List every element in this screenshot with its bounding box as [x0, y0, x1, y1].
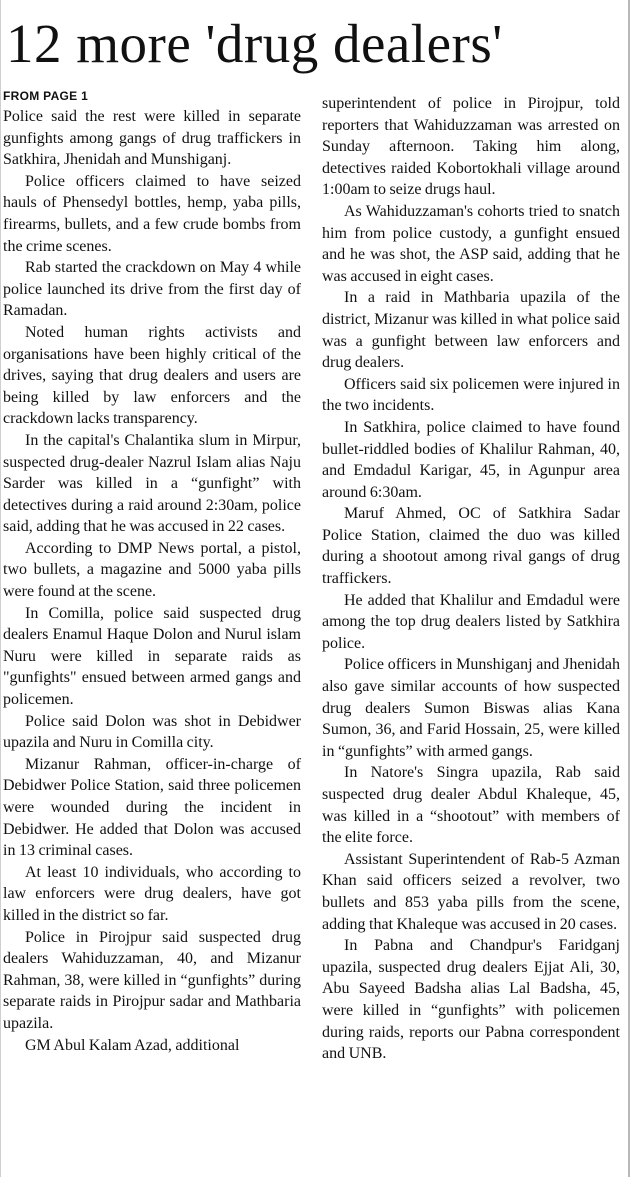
paragraph: Officers said six policemen were injured in the two incidents. — [322, 375, 620, 415]
paragraph: As Wahiduzzaman's cohorts tried to snatch him from police custody, a gunfight ensued and he was shot, the ASP said, adding that he was accused in eight cases. — [322, 202, 620, 285]
paragraph: Maruf Ahmed, OC of Satkhira Sadar Police Station, claimed the duo was killed during a shootout among rival gangs of drug traffickers. — [322, 505, 620, 588]
paragraph: Mizanur Rahman, officer-in-charge of Debidwer Police Station, said three policemen were wounded during the incident in Debidwer. He added that Dolon was accused in 13 criminal cases. — [3, 755, 301, 860]
paragraph: Police in Pirojpur said suspected drug dealers Wahiduzzaman, 40, and Mizanur Rahman, 38, were killed in “gunfights” during separate raids in Pirojpur sadar and Mathbaria upazila. — [3, 928, 301, 1032]
paragraph: In Satkhira, police claimed to have found bullet-riddled bodies of Khalilur Rahman, 40, and Emdadul Karigar, 45, in Agunpur area around 6:30am. — [322, 418, 620, 501]
paragraph: Police officers in Munshiganj and Jhenidah also gave similar accounts of how suspected drug dealers Sumon Biswas alias Kana Sumon, 36, and Farid Hossain, 25, were killed in “gunfights” with armed gangs. — [322, 656, 620, 760]
left-column — [3, 89, 301, 1056]
paragraph: In a raid in Mathbaria upazila of the district, Mizanur was killed in what police said was a gunfight between law enforcers and drug dealers. — [322, 289, 620, 372]
paragraph: In Comilla, police said suspected drug dealers Enamul Haque Dolon and Nurul islam Nuru were killed in separate raids as "gunfights" ensued between armed gangs and policemen. — [3, 604, 301, 709]
paragraph: Noted human rights activists and organisations have been highly critical of the drives, saying that drug dealers and users are being killed by law enforcers and the crackdown lacks transparency. — [3, 323, 301, 428]
paragraph: Police officers claimed to have seized hauls of Phensedyl bottles, hemp, yaba pills, firearms, bullets, and a few crude bombs from the crime scenes. — [3, 172, 301, 255]
paragraph: Police said the rest were killed in separate gunfights among gangs of drug traffickers in Satkhira, Jhenidah and Munshiganj. — [3, 108, 301, 169]
paragraph: Police said Dolon was shot in Debidwer upazila and Nuru in Comilla city. — [3, 712, 301, 752]
continuation-kicker: FROM PAGE 1 — [3, 89, 89, 103]
paragraph: According to DMP News portal, a pistol, two bullets, a magazine and 5000 yaba pills were found at the scene. — [3, 539, 301, 601]
paragraph: superintendent of police in Pirojpur, told reporters that Wahiduzzaman was arrested on Sunday afternoon. Taking him along, detectives raided Kobortokhali village around 1:00am to seize drugs haul. — [322, 95, 620, 199]
column-rule — [628, 0, 630, 1177]
paragraph: In Pabna and Chandpur's Faridganj upazila, suspected drug dealers Ejjat Ali, 30, Abu Sayeed Badsha alias Lal Badsha, 45, were killed in “gunfights” with policemen during raids, reports our Pabna correspondent and UNB. — [322, 937, 620, 1063]
paragraph: Assistant Superintendent of Rab-5 Azman Khan said officers seized a revolver, two bullets and 853 yaba pills from the scene, adding that Khaleque was accused in 20 cases. — [322, 850, 620, 933]
right-column — [322, 93, 620, 1065]
paragraph: He added that Khalilur and Emdadul were among the top drug dealers listed by Satkhira police. — [322, 591, 620, 652]
paragraph: GM Abul Kalam Azad, additional — [25, 1036, 240, 1054]
paragraph: Rab started the crackdown on May 4 while police launched its drive from the first day of Ramadan. — [3, 259, 301, 320]
paragraph: At least 10 individuals, who according to law enforcers were drug dealers, have got killed in the district so far. — [3, 863, 301, 924]
paragraph: In Natore's Singra upazila, Rab said suspected drug dealer Abdul Khaleque, 45, was killed in a “shootout” with members of the elite force. — [322, 764, 620, 847]
headline: 12 more 'drug dealers' — [6, 13, 503, 74]
left-border — [0, 0, 1, 1177]
paragraph: In the capital's Chalantika slum in Mirpur, suspected drug-dealer Nazrul Islam alias Naju Sarder was killed in a “gunfight” with detectives during a raid around 2:30am, police said, adding that he was accused in 22 cases. — [3, 431, 301, 536]
